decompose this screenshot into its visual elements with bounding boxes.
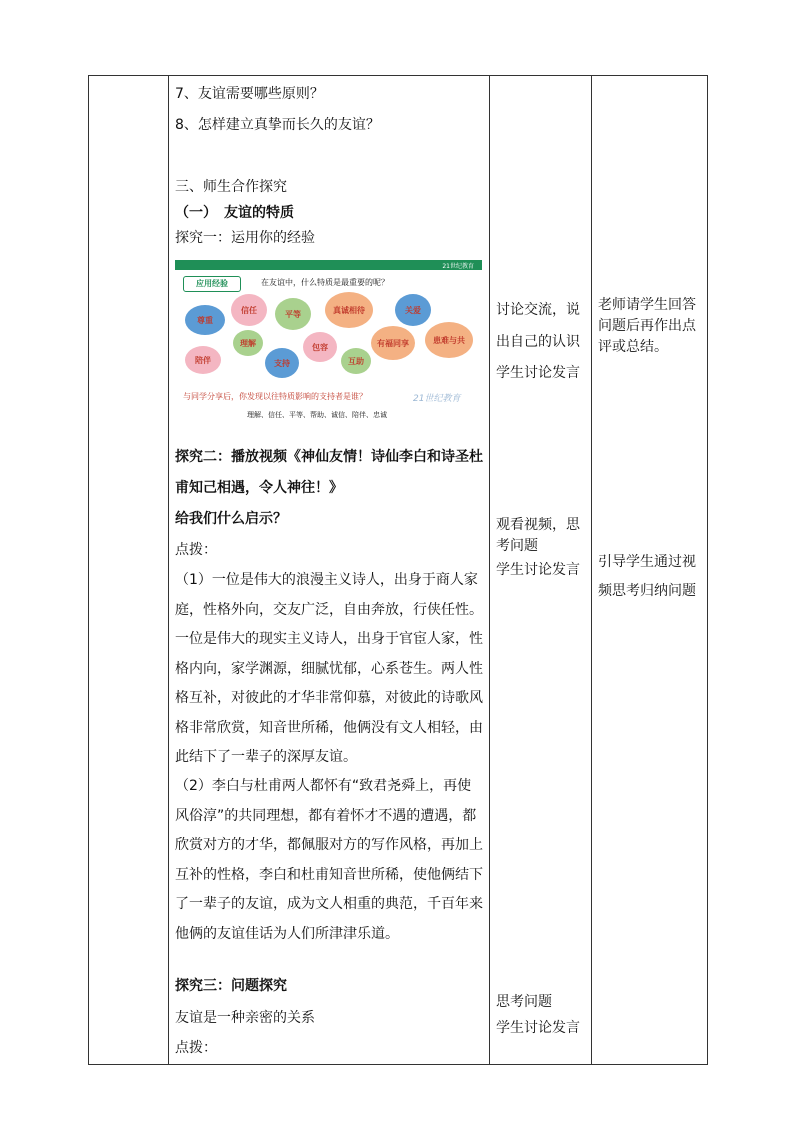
explore-two-title-line1: 探究二：播放视频《神仙友情！诗仙李白和诗圣杜: [175, 449, 483, 465]
slide-answer: 理解、信任、平等、帮助、诚信、陪伴、忠诚: [247, 411, 387, 419]
trait-bubble: 理解: [233, 330, 263, 356]
trait-bubble: 信任: [231, 294, 267, 326]
design-intent-cell: [592, 76, 707, 1064]
hint-label: 点拨：: [175, 542, 217, 558]
trait-bubble: 关爱: [395, 294, 431, 326]
slide-header-bar: [175, 260, 482, 270]
explore-two-title-line2: 甫知己相遇，令人神往！》: [175, 480, 343, 496]
video-question: 给我们什么启示？: [175, 511, 287, 527]
slide-logo: 21世纪教育: [442, 263, 474, 270]
design-intent-text: 问题后再作出点: [598, 318, 696, 334]
slide-prompt: 与同学分享后，你发现以往特质影响的支持者是谁？: [183, 392, 367, 401]
trait-bubble: 患难与共: [425, 322, 473, 358]
question-7: 7、友谊需要哪些原则？: [175, 86, 324, 102]
explore-one-title: 探究一：运用你的经验: [175, 230, 315, 246]
teaching-content-cell: [169, 76, 489, 1064]
section-heading: 三、师生合作探究: [175, 179, 287, 195]
trait-bubble: 互助: [341, 348, 371, 374]
student-activity-text: 出自己的认识: [496, 334, 580, 350]
slide-watermark: 21世纪教育: [413, 394, 461, 404]
slide-question: 在友谊中，什么特质是最重要的呢？: [261, 278, 389, 287]
design-intent-text: 老师请学生回答: [598, 297, 696, 313]
closing-statement: 友谊是一种亲密的关系: [175, 1010, 315, 1026]
trait-bubble: 真诚相待: [325, 292, 373, 328]
student-activity-text: 学生讨论发言: [496, 365, 580, 381]
analysis-paragraph-2: （2）李白与杜甫两人都怀有“致君尧舜上，再使风俗淳”的共同理想，都有着怀才不遇的遭遇，都欣赏对方的才华，都佩服对方的写作风格，再加上互补的性格，李白和杜甫知音世所稀，使他俩结下了一辈子的友谊，成为文人相重的典范，千百年来他俩的友谊佳话为人们所津津乐道。: [175, 778, 483, 942]
student-activity-text: 学生讨论发言: [496, 562, 580, 578]
slide-tag: 应用经验: [183, 276, 241, 292]
question-8: 8、怎样建立真挚而长久的友谊？: [175, 117, 380, 133]
hint-label: 点拨：: [175, 1040, 217, 1056]
trait-bubble: 支持: [265, 348, 299, 378]
analysis-paragraph-1: （1）一位是伟大的浪漫主义诗人，出身于商人家庭，性格外向，交友广泛，自由奔放，行侠任性。一位是伟大的现实主义诗人，出身于官宦人家，性格内向，家学渊源，细腻忧郁，心系苍生。两人性格互补，对彼此的才华非常仰慕，对彼此的诗歌风格非常欣赏，知音世所稀，他俩没有文人相轻，由此结下了一辈子的深厚友谊。: [175, 572, 483, 765]
design-intent-text: 频思考归纳问题: [598, 583, 696, 599]
trait-bubble: 有福同享: [371, 326, 415, 360]
subsection-heading: （一） 友谊的特质: [175, 205, 294, 221]
slide-image: [175, 260, 482, 426]
explore-three-title: 探究三：问题探究: [175, 978, 287, 994]
trait-bubble: 陪伴: [185, 346, 221, 374]
student-activity-text: 思考问题: [496, 994, 552, 1010]
student-activity-cell: [490, 76, 591, 1064]
design-intent-text: 评或总结。: [598, 339, 668, 355]
trait-bubble: 包容: [303, 332, 337, 362]
trait-bubble: 尊重: [185, 305, 225, 335]
student-activity-text: 讨论交流，说: [496, 302, 580, 318]
student-activity-text: 学生讨论发言: [496, 1020, 580, 1036]
student-activity-text: 观看视频，思: [496, 517, 580, 533]
design-intent-text: 引导学生通过视: [598, 554, 696, 570]
trait-bubble: 平等: [275, 298, 311, 330]
student-activity-text: 考问题: [496, 538, 538, 554]
lesson-table: [88, 75, 708, 1065]
